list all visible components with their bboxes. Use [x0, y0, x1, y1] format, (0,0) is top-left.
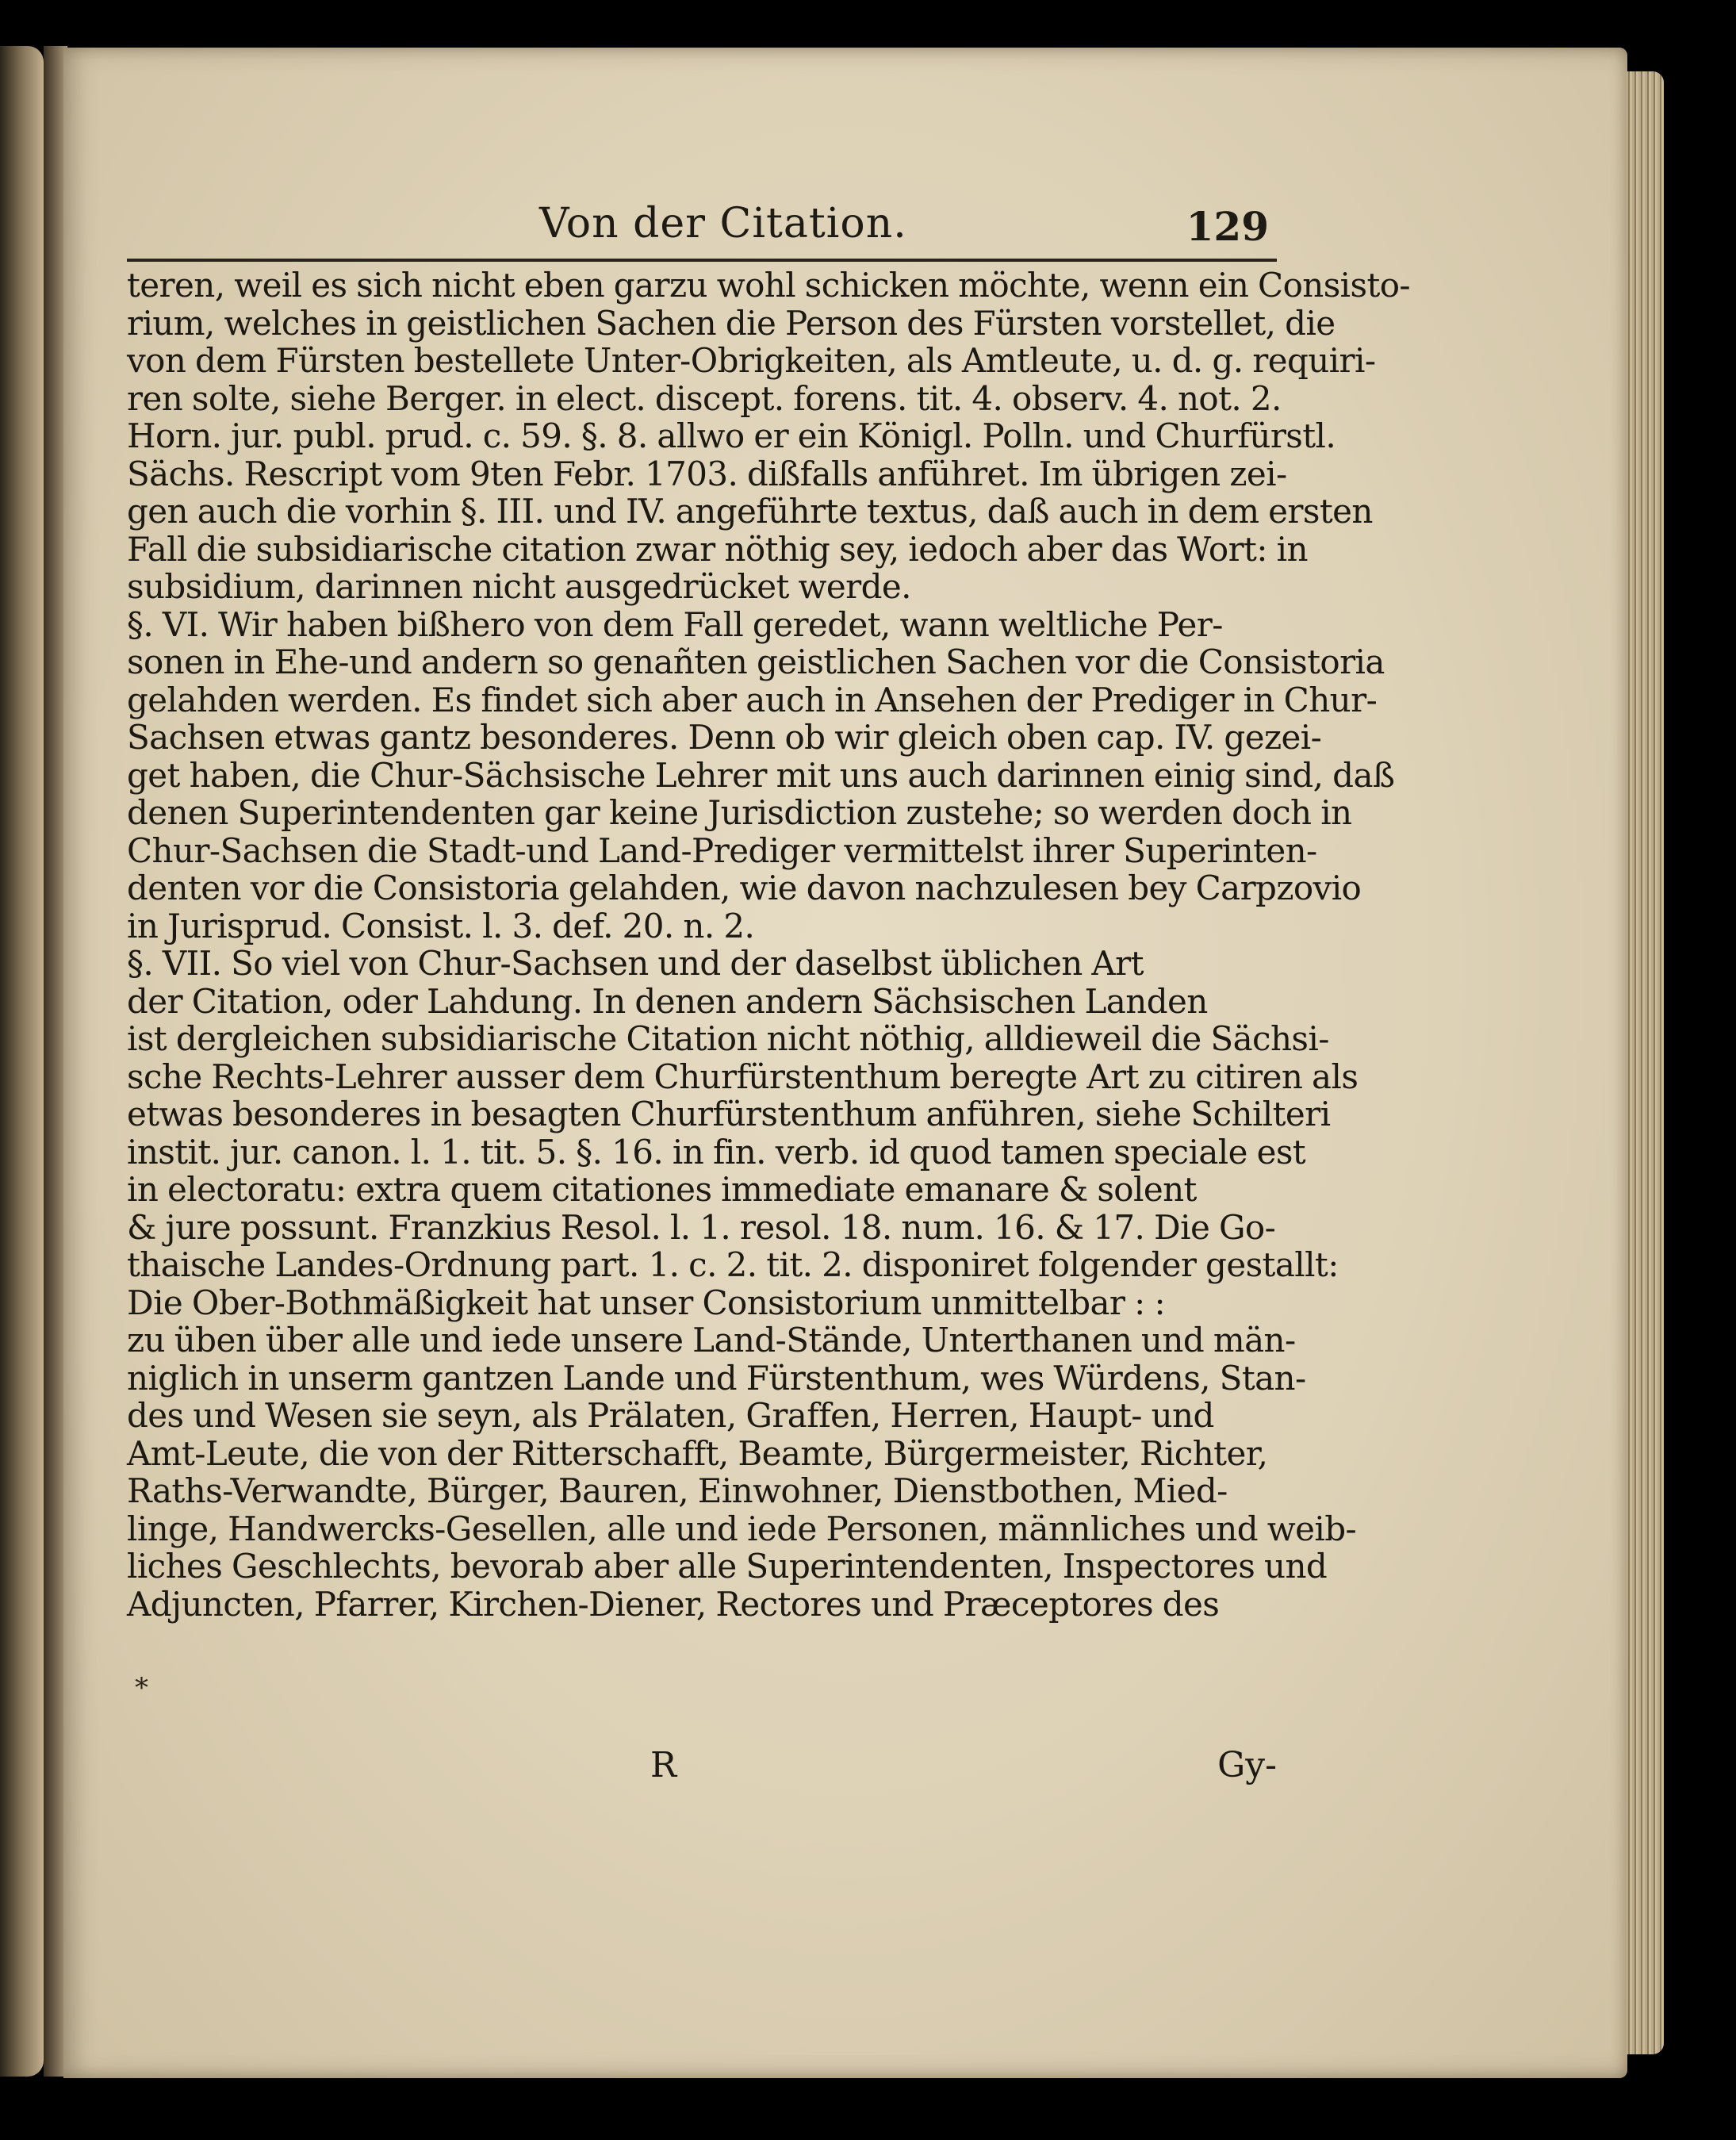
body-text: [127, 266, 1411, 1624]
text-line: gen auch die vorhin §. III. und IV. angeführte textus, daß auch in dem ersten: [127, 492, 1373, 531]
text-line: get haben, die Chur-Sächsische Lehrer mit uns auch darinnen einig sind, daß: [127, 755, 1395, 795]
margin-mark: *: [135, 1672, 148, 1704]
page-number: 129: [1186, 203, 1269, 250]
text-line: Amt-Leute, die von der Ritterschafft, Beamte, Bürgermeister, Richter,: [127, 1433, 1268, 1473]
paragraph-start-line: §. VI. Wir haben bißhero von dem Fall geredet, wann weltliche Per-: [127, 604, 1223, 644]
text-line: der Citation, oder Lahdung. In denen andern Sächsischen Landen: [127, 981, 1208, 1021]
text-line: thaische Landes-Ordnung part. 1. c. 2. tit. 2. disponiret folgender gestallt:: [127, 1245, 1339, 1284]
text-line: liches Geschlechts, bevorab aber alle Superintendenten, Inspectores und: [127, 1547, 1328, 1586]
text-line: denten vor die Consistoria gelahden, wie davon nachzulesen bey Carpzovio: [127, 869, 1362, 907]
text-line: sche Rechts-Lehrer ausser dem Churfürstenthum beregte Art zu citiren als: [127, 1057, 1359, 1096]
text-line: denen Superintendenten gar keine Jurisdiction zustehe; so werden doch in: [127, 793, 1352, 832]
paragraph-start-line: §. VII. So viel von Chur-Sachsen und der daselbst üblichen Art: [127, 944, 1144, 983]
text-line: etwas besonderes in besagten Churfürstenthum anführen, siehe Schilteri: [127, 1095, 1331, 1133]
text-line: Horn. jur. publ. prud. c. 59. §. 8. allwo er ein Königl. Polln. und Churfürstl.: [127, 416, 1336, 455]
text-line: rium, welches in geistlichen Sachen die Person des Fürsten vorstellet, die: [127, 303, 1336, 343]
text-line: Sächs. Rescript vom 9ten Febr. 1703. dißfalls anführet. Im übrigen zei-: [127, 454, 1287, 493]
page-header: [476, 198, 1269, 254]
page-edge-stack: [1626, 71, 1664, 2054]
text-line: Raths-Verwandte, Bürger, Bauren, Einwohner, Dienstbothen, Mied-: [127, 1471, 1228, 1510]
text-line: zu üben über alle und iede unsere Land-Stände, Unterthanen und män-: [127, 1321, 1296, 1360]
text-line: niglich in unserm gantzen Lande und Fürstenthum, wes Würdens, Stan-: [127, 1358, 1306, 1398]
text-line: Sachsen etwas gantz besonderes. Denn ob wir gleich oben cap. IV. gezei-: [127, 718, 1322, 757]
text-line: & jure possunt. Franzkius Resol. l. 1. resol. 18. num. 16. & 17. Die Go-: [127, 1207, 1276, 1247]
running-title: Von der Citation.: [539, 200, 907, 247]
text-line: in electoratu: extra quem citationes immediate emanare & solent: [127, 1170, 1197, 1209]
text-line: ren solte, siehe Berger. in elect. discept. forens. tit. 4. observ. 4. not. 2.: [127, 378, 1282, 418]
facing-page-edge: [0, 46, 44, 2077]
text-line: subsidium, darinnen nicht ausgedrücket werde.: [127, 567, 911, 606]
text-line: von dem Fürsten bestellete Unter-Obrigkeiten, als Amtleute, u. d. g. requiri-: [127, 341, 1376, 380]
text-line: teren, weil es sich nicht eben garzu wohl schicken möchte, wenn ein Consisto-: [127, 266, 1411, 305]
text-line: Die Ober-Bothmäßigkeit hat unser Consistorium unmittelbar : :: [127, 1283, 1166, 1322]
text-line: Chur-Sachsen die Stadt-und Land-Prediger vermittelst ihrer Superinten-: [127, 830, 1317, 870]
text-line: des und Wesen sie seyn, als Prälaten, Graffen, Herren, Haupt- und: [127, 1396, 1214, 1435]
text-line: ist dergleichen subsidiarische Citation nicht nöthig, alldieweil die Sächsi-: [127, 1019, 1329, 1058]
text-line: gelahden werden. Es findet sich aber auch in Ansehen der Prediger in Chur-: [127, 680, 1378, 719]
text-line: instit. jur. canon. l. 1. tit. 5. §. 16. in fin. verb. id quod tamen speciale est: [127, 1132, 1306, 1172]
text-line: in Jurisprud. Consist. l. 3. def. 20. n. 2.: [127, 906, 755, 945]
page-footer: [127, 1745, 1277, 1793]
text-line: Fall die subsidiarische citation zwar nöthig sey, iedoch aber das Wort: in: [127, 529, 1308, 569]
text-line: sonen in Ehe-und andern so genañten geistlichen Sachen vor die Consistoria: [127, 642, 1385, 681]
text-line: linge, Handwercks-Gesellen, alle und iede Personen, männliches und weib-: [127, 1509, 1357, 1548]
signature-mark: R: [650, 1745, 677, 1785]
header-rule: [127, 259, 1277, 262]
catchword: Gy-: [1217, 1745, 1277, 1785]
text-line: Adjuncten, Pfarrer, Kirchen-Diener, Rectores und Præceptores des: [127, 1584, 1220, 1624]
